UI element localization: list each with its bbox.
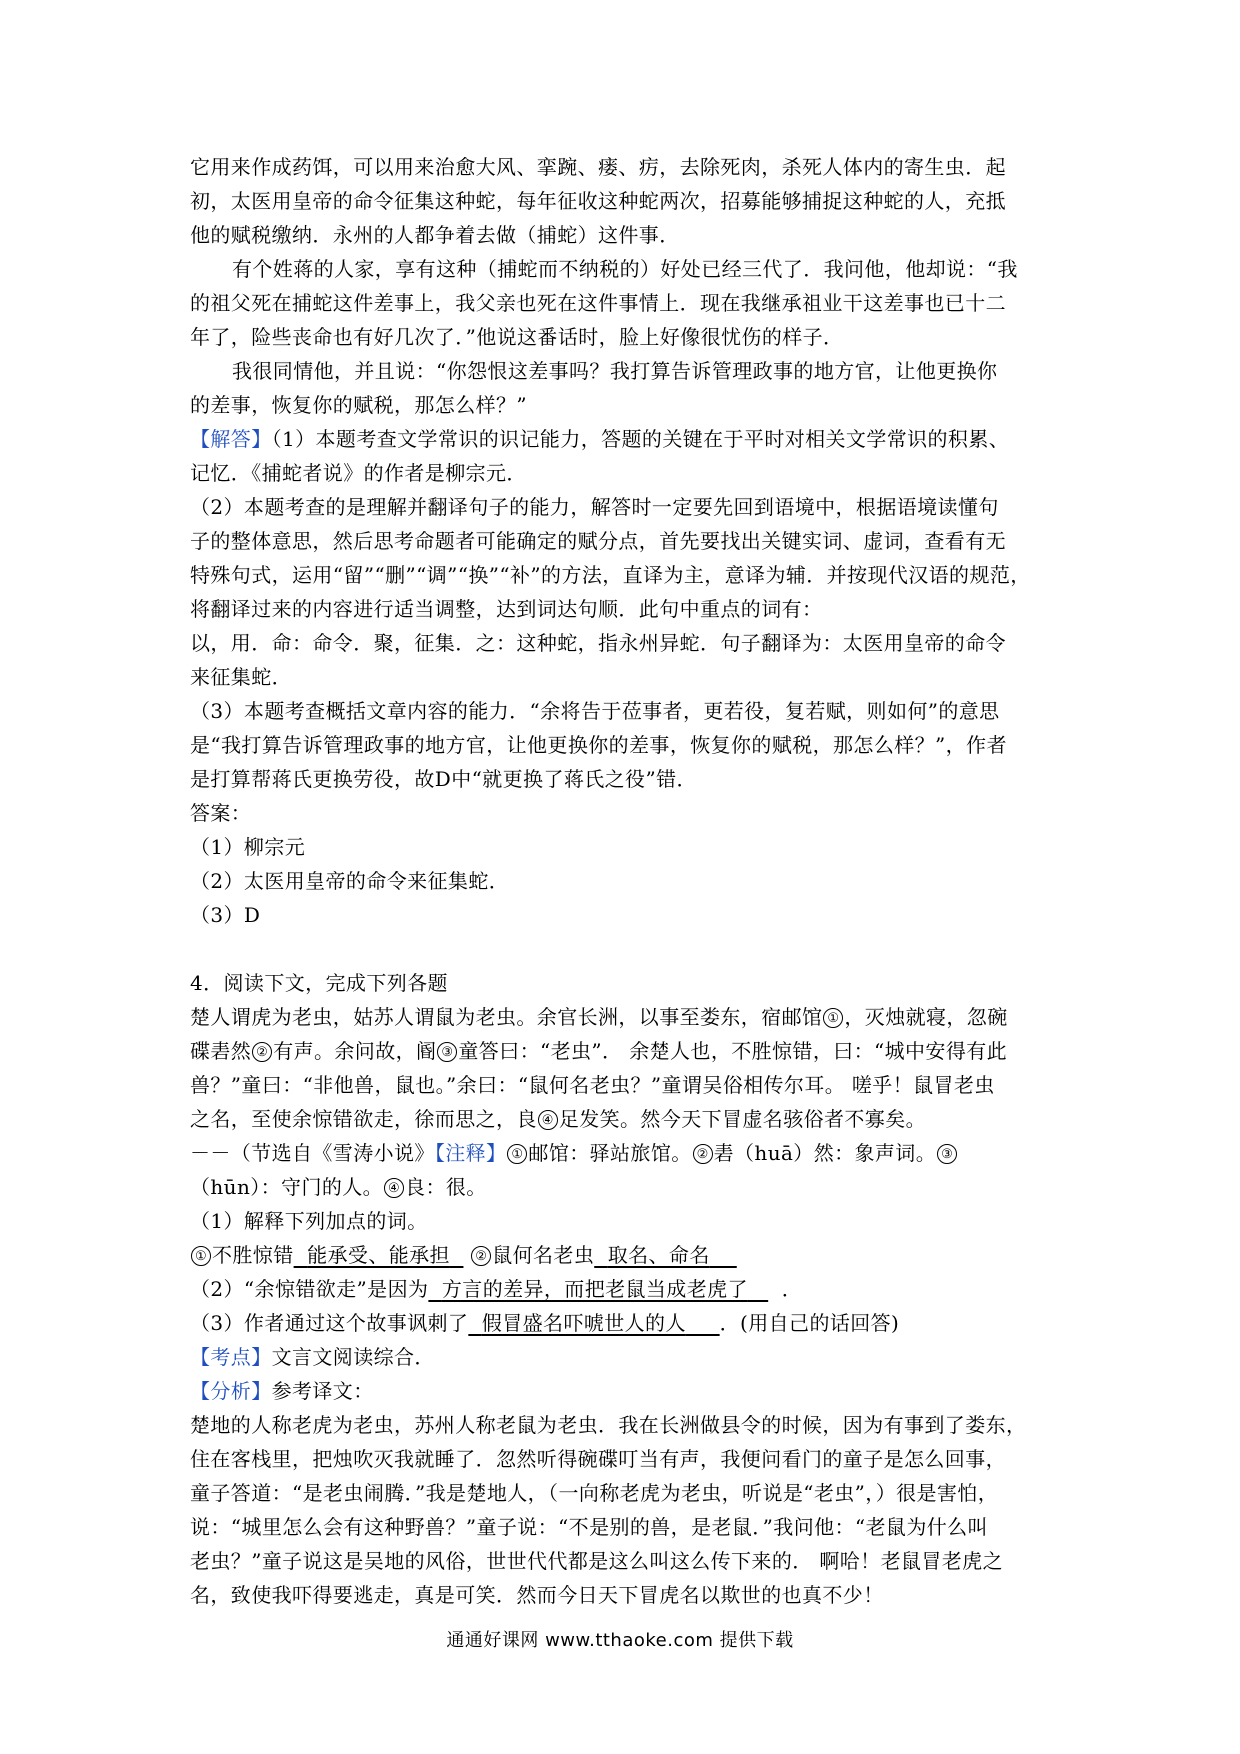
- notes-tag: 【注释】: [434, 1141, 507, 1165]
- text-line: [190, 422, 1062, 456]
- answer-2: （2）太医用皇帝的命令来征集蛇．: [190, 869, 510, 893]
- text-line: 以，用．命：命令．聚，征集．之：这种蛇，指永州异蛇．句子翻译为：太医用皇帝的命令: [190, 631, 1006, 655]
- text-span: 砉（huā）然：象声词。: [713, 1141, 937, 1165]
- text-span: 有声。余问故，阍: [273, 1039, 437, 1063]
- text-line: 有个姓蒋的人家，享有这种（捕蛇而不纳税的）好处已经三代了．我问他，他却说：“我: [232, 257, 1018, 281]
- answers-label: 答案：: [190, 801, 252, 825]
- question-heading: 4．阅读下文，完成下列各题: [190, 971, 448, 995]
- translation-line: 名，致使我吓得要逃走，真是可笑．然而今日天下冒虎名以欺世的也真不少！: [190, 1583, 884, 1607]
- footnote-marker-4: ④: [538, 1110, 558, 1130]
- footnote-marker-4: ④: [384, 1178, 404, 1198]
- text-line: 我很同情他，并且说：“你怨恨这差事吗？我打算告诉管理政事的地方官，让他更换你: [232, 359, 998, 383]
- footnote-marker-2: ②: [252, 1042, 272, 1062]
- text-line: （2）本题考查的是理解并翻译句子的能力，解答时一定要先回到语境中，根据语境读懂句: [190, 495, 999, 519]
- question-4: [190, 966, 1062, 1612]
- fenxi-tag: 【分析】: [190, 1379, 272, 1403]
- text-span: 之名，至使余惊错欲走，徐而思之，良: [190, 1107, 537, 1131]
- footnote-marker-1: ①: [507, 1144, 527, 1164]
- text-line: 子的整体意思，然后思考命题者可能确定的赋分点，首先要找出关键实词、虚词，查看有无: [190, 529, 1006, 553]
- text-span: －－（节选自《雪涛小说》: [190, 1141, 435, 1165]
- answer-1: （1）柳宗元: [190, 835, 306, 859]
- footnote-marker-3: ③: [437, 1042, 457, 1062]
- classical-text-line: [190, 1034, 1062, 1068]
- text-line: 特殊句式，运用“留”“删”“调”“换”“补”的方法，直译为主，意译为辅．并按现代汉语的规范，: [190, 563, 1031, 587]
- kaodian-tag: 【考点】: [190, 1345, 272, 1369]
- notes-line: [190, 1170, 1062, 1204]
- item-marker-2: ②: [471, 1246, 491, 1266]
- answer-blank: [594, 1243, 737, 1267]
- text-span: ，灭烛就寝，忽碗: [844, 1005, 1008, 1029]
- text-span: ．: [781, 1277, 803, 1301]
- classical-text-line: 兽？”童曰：“非他兽，鼠也。”余曰：“鼠何名老虫？”童谓吴俗相传尔耳。 嗟乎！鼠冒老虫: [190, 1073, 995, 1097]
- sub-question-2: [190, 1272, 1062, 1306]
- passage-translation: [190, 150, 1062, 422]
- footnote-marker-2: ②: [693, 1144, 713, 1164]
- text-span: 鼠何名老虫: [492, 1243, 595, 1267]
- document-page: [190, 150, 1062, 1612]
- answer-blank: [294, 1243, 464, 1267]
- answer-tag: 【解答】: [190, 427, 272, 451]
- filled-answer: 假冒盛名吓唬世人的人: [481, 1311, 686, 1335]
- translation-line: 住在客栈里，把烛吹灭我就睡了．忽然听得碗碟叮当有声，我便问看门的童子是怎么回事，: [190, 1447, 1006, 1471]
- text-span: （3）作者通过这个故事讽刺了: [190, 1311, 469, 1335]
- answer-blank: [468, 1311, 719, 1335]
- sub-question-1-items: [190, 1238, 1062, 1272]
- page-footer: 通通好课网 www.tthaoke.com 提供下载: [446, 1630, 794, 1651]
- kaodian-line: [190, 1340, 1062, 1374]
- answer-section: [190, 422, 1062, 932]
- text-line: 的祖父死在捕蛇这件差事上，我父亲也死在这件事情上．现在我继承祖业干这差事也已十二: [190, 291, 1006, 315]
- filled-answer: 方言的差异，而把老鼠当成老虎了: [441, 1277, 748, 1301]
- text-span: ．(用自己的话回答): [719, 1311, 900, 1335]
- text-line: 将翻译过来的内容进行适当调整，达到词达句顺．此句中重点的词有：: [190, 597, 823, 621]
- section-gap: [190, 932, 1062, 966]
- answer-blank: [428, 1277, 768, 1301]
- text-line: 它用来作成药饵，可以用来治愈大风、挛踠、瘘、疠，去除死肉，杀死人体内的寄生虫．起: [190, 155, 1006, 179]
- fenxi-line: [190, 1374, 1062, 1408]
- translation-line: 老虫？”童子说这是吴地的风俗，世世代代都是这么叫这么传下来的． 啊哈！老鼠冒老虎之: [190, 1549, 1003, 1573]
- text-span: 邮馆：驿站旅馆。: [528, 1141, 692, 1165]
- translation-line: 说：“城里怎么会有这种野兽？”童子说：“不是别的兽，是老鼠．”我问他：“老鼠为什么叫: [190, 1515, 988, 1539]
- item-marker-1: ①: [191, 1246, 211, 1266]
- text-line: 他的赋税缴纳．永州的人都争着去做（捕蛇）这件事．: [190, 223, 680, 247]
- text-span: 良：很。: [405, 1175, 487, 1199]
- answer-3: （3）D: [190, 903, 261, 927]
- text-line: （3）本题考查概括文章内容的能力．“余将告于莅事者，更若役，复若赋，则如何”的意思: [190, 699, 1000, 723]
- classical-text-line: [190, 1000, 1062, 1034]
- classical-text-line: [190, 1102, 1062, 1136]
- text-span: 碟砉然: [190, 1039, 252, 1063]
- text-span: 参考译文：: [271, 1379, 374, 1403]
- text-span: （2）“余惊错欲走”是因为: [190, 1277, 429, 1301]
- text-span: （1）本题考查文学常识的识记能力，答题的关键在于平时对相关文学常识的积累、: [271, 427, 1010, 451]
- text-line: 是打算帮蒋氏更换劳役，故D中“就更换了蒋氏之役”错．: [190, 767, 697, 791]
- filled-answer: 能承受、能承担: [307, 1243, 450, 1267]
- text-span: 足发笑。然今天下冒虚名骇俗者不寡矣。: [558, 1107, 927, 1131]
- text-span: 楚人谓虎为老虫，姑苏人谓鼠为老虫。余官长洲，以事至娄东，宿邮馆: [190, 1005, 823, 1029]
- text-span: 童答曰：“老虫”． 余楚人也，不胜惊错，曰：“城中安得有此: [458, 1039, 1008, 1063]
- text-line: 记忆．《捕蛇者说》的作者是柳宗元．: [190, 461, 527, 485]
- text-line: 年了，险些丧命也有好几次了．”他说这番话时，脸上好像很忧伤的样子．: [190, 325, 844, 349]
- text-span: 不胜惊错: [212, 1243, 294, 1267]
- filled-answer: 取名、命名: [607, 1243, 710, 1267]
- translation-line: 童子答道：“是老虫闹腾．”我是楚地人，（一向称老虎为老虫，听说是“老虫”，）很是害怕，: [190, 1481, 999, 1505]
- notes-line: [190, 1136, 1062, 1170]
- translation-line: 楚地的人称老虎为老虫，苏州人称老鼠为老虫．我在长洲做县令的时候，因为有事到了娄东，: [190, 1413, 1027, 1437]
- sub-question-1: （1）解释下列加点的词。: [190, 1209, 428, 1233]
- text-line: 来征集蛇．: [190, 665, 292, 689]
- sub-question-3: [190, 1306, 1062, 1340]
- footnote-marker-1: ①: [823, 1008, 843, 1028]
- text-span: （hūn）：守门的人。: [190, 1175, 384, 1199]
- text-line: 是“我打算告诉管理政事的地方官，让他更换你的差事，恢复你的赋税，那怎么样？”，作者: [190, 733, 1007, 757]
- text-line: 的差事，恢复你的赋税，那怎么样？”: [190, 393, 528, 417]
- text-line: 初，太医用皇帝的命令征集这种蛇，每年征收这种蛇两次，招募能够捕捉这种蛇的人，充抵: [190, 189, 1006, 213]
- footnote-marker-3: ③: [937, 1144, 957, 1164]
- text-span: 文言文阅读综合．: [271, 1345, 435, 1369]
